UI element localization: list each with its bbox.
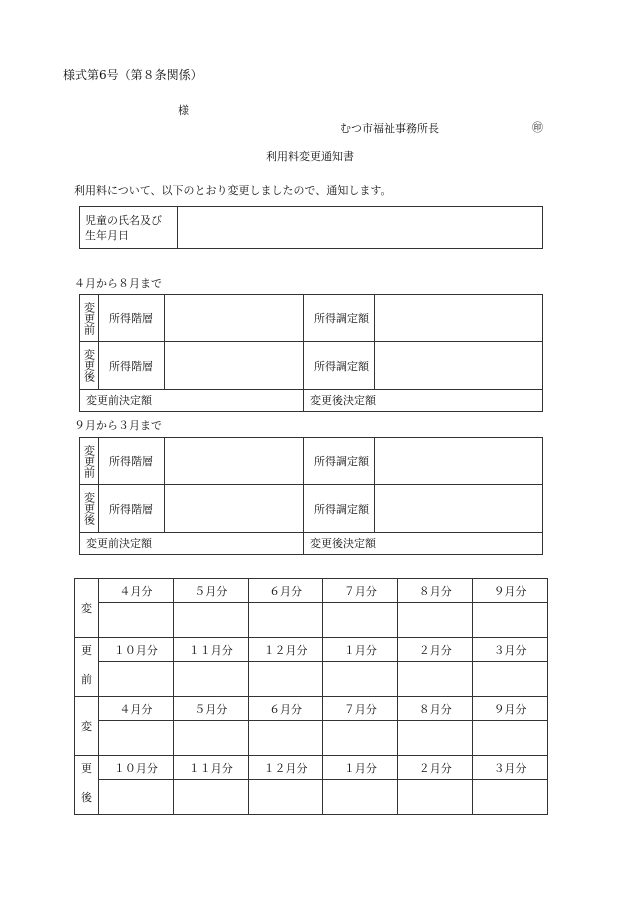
month-label: ９月分 [473, 579, 548, 603]
month-value[interactable] [398, 721, 473, 756]
month-label: ６月分 [248, 697, 323, 721]
month-value[interactable] [99, 662, 174, 697]
child-label-line2: 生年月日 [85, 228, 129, 242]
decided-after-label: 変更後決定額 [310, 537, 376, 551]
month-value[interactable] [99, 780, 174, 815]
document-title: 利用料変更通知書 [266, 150, 354, 163]
after-char-cell: 変 [75, 697, 99, 756]
month-value[interactable] [173, 780, 248, 815]
child-info-table [79, 206, 543, 249]
month-label: ３月分 [473, 638, 548, 662]
income-adjusted-label: 所得調定額 [304, 342, 375, 389]
income-adjusted-value[interactable] [375, 485, 543, 532]
month-value[interactable] [473, 780, 548, 815]
month-value[interactable] [173, 662, 248, 697]
income-bracket-value[interactable] [165, 485, 304, 532]
seal-mark: ㊞ [532, 121, 543, 134]
month-label: １１月分 [173, 638, 248, 662]
decided-before-cell[interactable] [80, 389, 304, 411]
after-char-cell: 更 [75, 756, 99, 780]
period-heading: ４月から８月まで [74, 277, 162, 290]
child-value-cell[interactable] [178, 207, 543, 249]
after-label: 変更後 [82, 492, 96, 526]
income-bracket-value[interactable] [165, 438, 304, 485]
income-adjusted-label: 所得調定額 [304, 438, 375, 485]
income-bracket-label: 所得階層 [99, 485, 165, 532]
month-value[interactable] [323, 780, 398, 815]
month-value[interactable] [248, 662, 323, 697]
period-table [79, 437, 543, 555]
before-label: 変更前 [82, 444, 96, 478]
month-label: ８月分 [398, 579, 473, 603]
month-label: ５月分 [173, 697, 248, 721]
decided-before-label: 変更前決定額 [86, 394, 152, 408]
before-char-cell: 更 [75, 638, 99, 662]
month-label: ５月分 [173, 579, 248, 603]
before-char-cell: 変 [75, 579, 99, 638]
monthly-table [74, 578, 548, 815]
month-label: ４月分 [99, 697, 174, 721]
decided-before-label: 変更前決定額 [86, 537, 152, 551]
month-label: ７月分 [323, 697, 398, 721]
month-value[interactable] [473, 603, 548, 638]
after-label-cell [80, 342, 99, 389]
income-bracket-label: 所得階層 [99, 295, 165, 342]
before-char-cell: 前 [75, 662, 99, 697]
month-label: ２月分 [398, 638, 473, 662]
month-value[interactable] [248, 721, 323, 756]
income-bracket-label: 所得階層 [99, 438, 165, 485]
month-label: １２月分 [248, 638, 323, 662]
income-adjusted-value[interactable] [375, 295, 543, 342]
decided-after-cell[interactable] [304, 532, 543, 554]
income-adjusted-value[interactable] [375, 342, 543, 389]
month-label: １０月分 [99, 638, 174, 662]
income-adjusted-value[interactable] [375, 438, 543, 485]
month-value[interactable] [323, 721, 398, 756]
before-label-cell [80, 295, 99, 342]
decided-after-cell[interactable] [304, 389, 543, 411]
form-number: 様式第6号（第８条関係） [63, 68, 203, 82]
period-table [79, 294, 543, 412]
income-adjusted-label: 所得調定額 [304, 295, 375, 342]
month-label: １０月分 [99, 756, 174, 780]
month-label: ８月分 [398, 697, 473, 721]
month-label: ６月分 [248, 579, 323, 603]
month-value[interactable] [323, 603, 398, 638]
child-label-cell [80, 207, 178, 249]
month-label: １１月分 [173, 756, 248, 780]
month-value[interactable] [323, 662, 398, 697]
month-label: ３月分 [473, 756, 548, 780]
income-bracket-label: 所得階層 [99, 342, 165, 389]
addressee-suffix: 様 [178, 104, 189, 117]
month-value[interactable] [173, 721, 248, 756]
child-label-line1: 児童の氏名及び [85, 213, 162, 227]
month-label: ２月分 [398, 756, 473, 780]
before-label: 変更前 [82, 301, 96, 335]
month-value[interactable] [473, 721, 548, 756]
issuer: むつ市福祉事務所長 [340, 122, 439, 135]
period-heading: ９月から３月まで [74, 419, 162, 432]
income-bracket-value[interactable] [165, 295, 304, 342]
month-label: ４月分 [99, 579, 174, 603]
income-adjusted-label: 所得調定額 [304, 485, 375, 532]
intro-text: 利用料について、以下のとおり変更しましたので、通知します。 [74, 184, 392, 197]
after-label-cell [80, 485, 99, 532]
month-value[interactable] [398, 780, 473, 815]
month-value[interactable] [398, 662, 473, 697]
month-label: １月分 [323, 756, 398, 780]
month-value[interactable] [99, 721, 174, 756]
month-value[interactable] [398, 603, 473, 638]
month-label: ９月分 [473, 697, 548, 721]
decided-before-cell[interactable] [80, 532, 304, 554]
month-value[interactable] [99, 603, 174, 638]
month-label: ７月分 [323, 579, 398, 603]
after-char-cell: 後 [75, 780, 99, 815]
income-bracket-value[interactable] [165, 342, 304, 389]
month-label: １２月分 [248, 756, 323, 780]
month-value[interactable] [248, 780, 323, 815]
month-value[interactable] [248, 603, 323, 638]
before-label-cell [80, 438, 99, 485]
month-value[interactable] [473, 662, 548, 697]
decided-after-label: 変更後決定額 [310, 394, 376, 408]
month-value[interactable] [173, 603, 248, 638]
after-label: 変更後 [82, 349, 96, 383]
month-label: １月分 [323, 638, 398, 662]
